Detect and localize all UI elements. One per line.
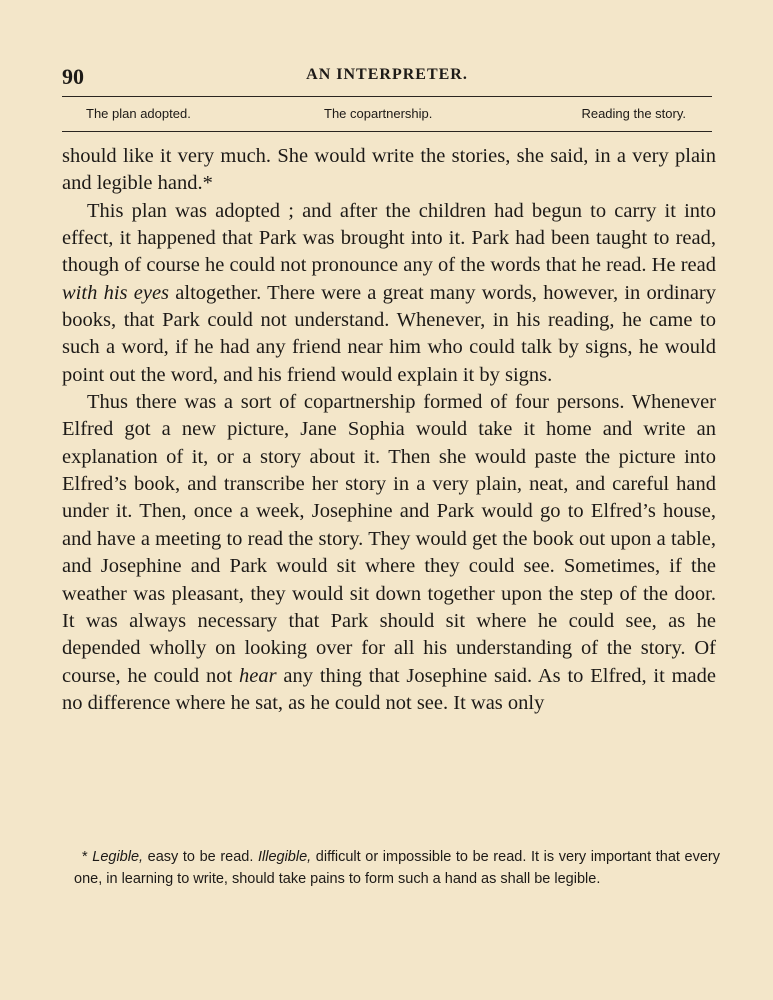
paragraph-3-emphasis: hear <box>239 664 277 687</box>
running-title: AN INTERPRETER. <box>306 66 468 83</box>
footnote-marker: * <box>82 849 93 865</box>
footnote-term-illegible: Illegible, <box>257 849 312 865</box>
body-text <box>62 143 716 717</box>
page-header <box>62 64 712 90</box>
header-rule-bottom <box>62 131 712 132</box>
paragraph-2-text-a: This plan was adopted ; and after the children had begun to carry it into effect, it happened that Park was brought into it. Park had been taught to read, though of course he could not pronounce any of the words that he read. He read <box>62 199 716 277</box>
paragraph-2-emphasis: with his eyes <box>62 281 170 304</box>
paragraph-1: should like it very much. She would write the stories, she said, in a very plain and legible hand.* <box>62 145 716 195</box>
paragraph-3 <box>62 389 716 717</box>
footnote <box>74 846 720 890</box>
footnote-term-legible: Legible, <box>92 849 144 865</box>
page-number: 90 <box>62 64 84 89</box>
section-subheads <box>86 106 686 126</box>
subhead-plan-adopted: The plan adopted. <box>86 106 191 121</box>
paragraph-3-text-b: any thing that Josephine said. As to Elfred, it made no difference where he sat, as he could not see. It was only <box>62 664 717 714</box>
paragraph-3-text-a: Thus there was a sort of copartnership formed of four persons. Whenever Elfred got a new picture, Jane Sophia would take it home and write an explanation of it, or a story about it. Then she would paste the picture into Elfred’s book, and transcribe her story in a very plain, neat, and careful hand under it. Then, once a week, Josephine and Park would go to Elfred’s house, and have a meeting to read the story. They would get the book out upon a table, and Josephine and Park would sit where they could see. Sometimes, if the weather was pleasant, they would sit down together upon the step of the door. It was always necessary that Park should sit where he could see, as he depended wholly on looking over for all his understanding of the story. Of course, he could not <box>62 391 716 687</box>
paragraph-2-text-b: altogether. There were a great many words, however, in ordinary books, that Park could not understand. Whenever, in his reading, he came to such a word, if he had any friend near him who could talk by signs, he would point out the word, and his friend would explain it by signs. <box>62 281 716 386</box>
footnote-def-illegible: difficult or impossible to be read. It is very important that every one, in learning to write, should take pains to form such a hand as shall be legible. <box>74 849 720 887</box>
subhead-copartnership: The copartnership. <box>324 106 433 121</box>
header-rule-top <box>62 96 712 97</box>
paragraph-2 <box>62 198 716 389</box>
footnote-def-legible: easy to be read. <box>143 849 258 865</box>
subhead-reading-story: Reading the story. <box>581 106 686 121</box>
